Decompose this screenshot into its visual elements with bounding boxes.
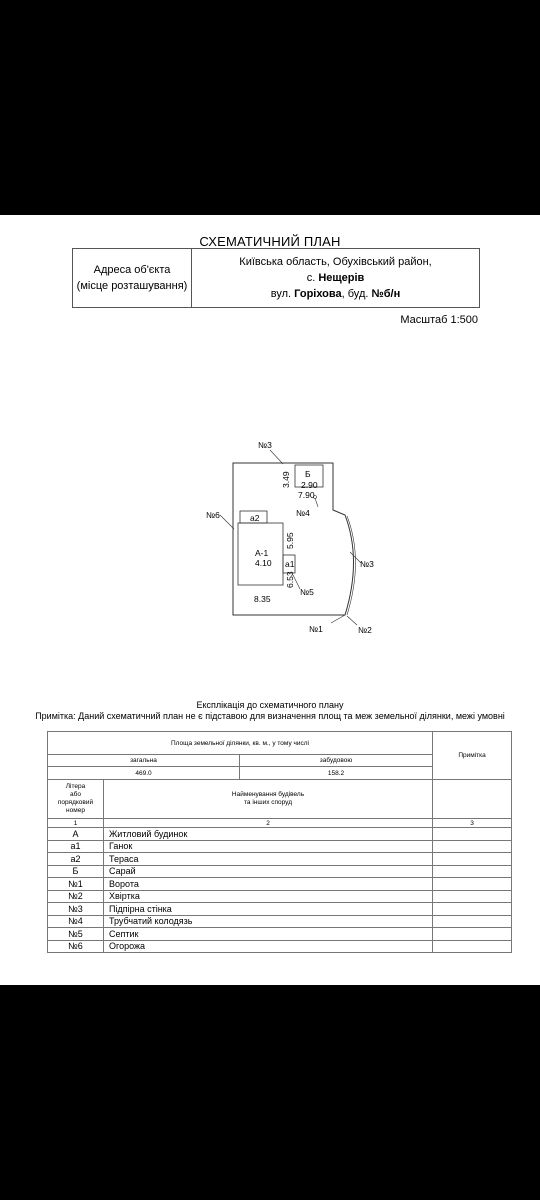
row-letter: №6 [48,940,104,953]
leader-n1 [331,615,345,623]
row-letter: а1 [48,840,104,853]
row-note [433,853,512,866]
table-row [48,915,512,928]
label-a-building: А-1 [255,548,269,558]
table-row [48,890,512,903]
dim-790: 7.90 [298,490,315,500]
leader-n6 [220,515,234,529]
top-black-bar [0,0,540,215]
table-row [48,828,512,841]
leader-n4 [315,498,318,507]
row-letter: №4 [48,915,104,928]
table-row [48,865,512,878]
address-line-2 [192,270,479,286]
row-name: Ганок [104,840,433,853]
row-letter: №5 [48,928,104,941]
dim-653: 6.53 [285,571,295,588]
leader-n2 [347,616,357,625]
label-b: Б [305,469,311,479]
col-number-3: 3 [433,819,512,828]
label-a1: а1 [285,559,295,569]
col-number-1: 1 [48,819,104,828]
col-number-2: 2 [104,819,433,828]
table-row [48,878,512,891]
row-name: Сарай [104,865,433,878]
label-n3-right: №3 [360,559,374,569]
row-letter: Б [48,865,104,878]
label-n6: №6 [206,510,220,520]
built-area-value: 158.2 [240,767,433,780]
table-row [48,840,512,853]
label-n4: №4 [296,508,310,518]
dim-410: 4.10 [255,558,272,568]
row-note [433,890,512,903]
row-name: Хвіртка [104,890,433,903]
row-letter: а2 [48,853,104,866]
row-name: Септик [104,928,433,941]
address-value-cell [192,249,480,308]
table-row [48,928,512,941]
letter-column-header: Літера або порядковий номер [48,780,104,819]
address-label: Адреса об'єкта [93,264,171,276]
table-row [48,903,512,916]
row-name: Огорожа [104,940,433,953]
address-line-1: Київська область, Обухівський район, [239,256,432,268]
row-name: Трубчатий колодязь [104,915,433,928]
label-n2: №2 [358,625,372,635]
street-prefix: вул. [270,288,295,300]
note-column-blank [433,780,512,819]
table-row [48,940,512,953]
page-title: СХЕМАТИЧНИЙ ПЛАН [199,234,341,249]
label-n5: №5 [300,587,314,597]
row-note [433,915,512,928]
row-name: Підпірна стінка [104,903,433,916]
row-note [433,840,512,853]
house-prefix: , буд. [341,288,372,300]
village-prefix: с. [306,272,319,284]
scale-label: Масштаб 1:500 [400,314,478,326]
dim-595: 5.95 [285,532,295,549]
retaining-wall-line [347,516,356,615]
dim-349: 3.49 [281,471,291,488]
total-area-value: 469.0 [48,767,240,780]
schematic-plan [0,355,540,645]
row-letter: №3 [48,903,104,916]
street-name: Горіхова [294,288,342,300]
address-label-cell [73,249,192,308]
label-a2: а2 [250,513,260,523]
explication-title: Експлікація до схематичного плану [196,700,344,710]
row-note [433,878,512,891]
leader-n3-top [270,450,283,464]
explication-table [47,731,512,953]
row-note [433,828,512,841]
label-n3-top: №3 [258,440,272,450]
row-letter: №2 [48,890,104,903]
address-line-3 [192,286,479,302]
row-letter: А [48,828,104,841]
total-area-label: загальна [48,755,240,767]
name-column-header: Найменування будівель та інших споруд [104,780,433,819]
address-table [72,248,480,308]
note-column-header: Примітка [433,732,512,780]
row-note [433,903,512,916]
document-page [0,215,540,985]
area-header: Площа земельної ділянки, кв. м., у тому числі [48,732,433,755]
village-name: Нещерів [318,272,365,284]
house-number: №б/н [371,288,401,300]
row-note [433,865,512,878]
row-name: Ворота [104,878,433,891]
table-row [48,853,512,866]
row-note [433,940,512,953]
address-label-sub: (місце розташування) [76,280,188,292]
explication-note: Примітка: Даний схематичний план не є підставою для визначення площ та меж земельної ділянки, межі умовні [35,711,505,721]
row-name: Тераса [104,853,433,866]
dim-290: 2.90 [301,480,318,490]
row-note [433,928,512,941]
dim-835: 8.35 [254,594,271,604]
row-letter: №1 [48,878,104,891]
label-n1: №1 [309,624,323,634]
built-area-label: забудовою [240,755,433,767]
row-name: Житловий будинок [104,828,433,841]
